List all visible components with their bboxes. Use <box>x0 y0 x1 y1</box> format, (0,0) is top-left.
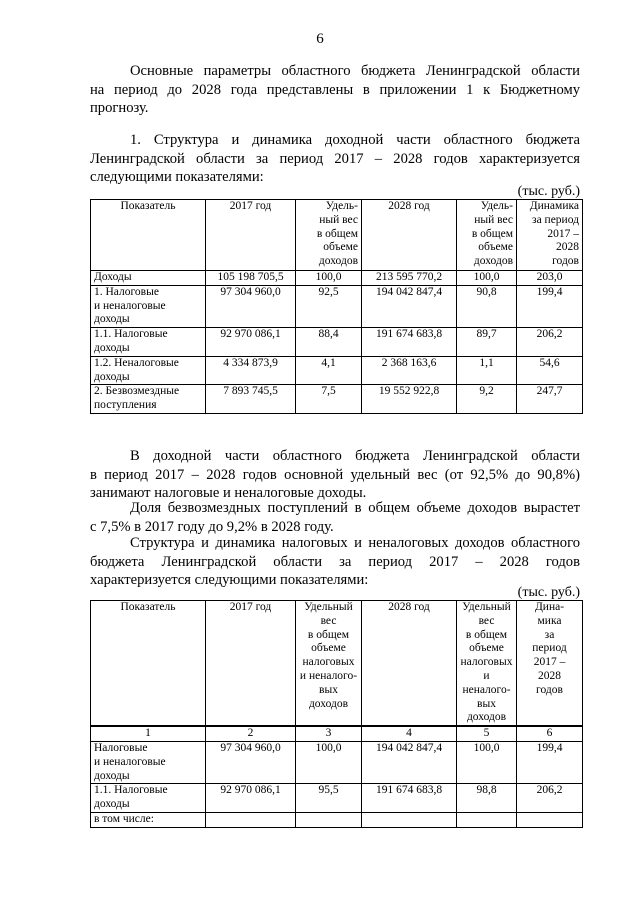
table1-header-dynamics: Динамика за период 2017 – 2028 годов <box>517 200 583 271</box>
table1-header-row <box>91 200 583 271</box>
para4-line-2: бюджета Ленинградской области за период 2017 – 2028 годов <box>90 553 580 570</box>
table2-column-number: 3 <box>296 726 362 741</box>
table2-cell-label: в том числе: <box>91 812 206 827</box>
intro-line-2: на период до 2028 года представлены в приложении 1 к Бюджетному <box>90 81 580 98</box>
table1-cell-dyn: 247,7 <box>517 385 583 414</box>
table1-cell-label: Доходы <box>91 271 206 286</box>
table2-row <box>91 741 583 783</box>
table1-cell-share2028: 1,1 <box>457 356 517 385</box>
table1-cell-v2017: 4 334 873,9 <box>206 356 296 385</box>
table2-cell-v2028 <box>362 812 457 827</box>
revenue-structure-table <box>90 199 583 414</box>
page-number: 6 <box>316 31 324 47</box>
table2-row <box>91 784 583 813</box>
section1-line-1: 1. Структура и динамика доходной части областного бюджета <box>130 132 580 148</box>
table2-header-2028: 2028 год <box>362 601 457 727</box>
section1-line-2: Ленинградской области за период 2017 – 2028 годов характеризуется <box>90 150 580 167</box>
table2-header-dynamics: Дина- мика за период 2017 – 2028 годов <box>517 601 583 727</box>
table1-header-indicator: Показатель <box>91 200 206 271</box>
para3-line-1: Доля безвозмездных поступлений в общем объеме доходов вырастет <box>130 500 580 516</box>
table2-cell-share2028 <box>457 812 517 827</box>
table2-cell-dyn: 199,4 <box>517 741 583 783</box>
table1-cell-v2028: 194 042 847,4 <box>362 285 457 327</box>
table1-cell-v2017: 105 198 705,5 <box>206 271 296 286</box>
table1-cell-share2017: 7,5 <box>296 385 362 414</box>
table1-cell-v2017: 92 970 086,1 <box>206 328 296 357</box>
table1-cell-v2017: 97 304 960,0 <box>206 285 296 327</box>
intro-line-1: Основные параметры областного бюджета Ленинградской области <box>130 63 580 79</box>
table2-column-number: 1 <box>91 726 206 741</box>
table1-header-share-2028: Удель- ный вес в общем объеме доходов <box>457 200 517 271</box>
para2-line-1: В доходной части областного бюджета Ленинградской области <box>130 448 580 464</box>
table2-header-row <box>91 601 583 727</box>
table1-cell-v2017: 7 893 745,5 <box>206 385 296 414</box>
table1-units: (тыс. руб.) <box>517 184 580 199</box>
table2-cell-share2017 <box>296 812 362 827</box>
table1-row <box>91 385 583 414</box>
table2-cell-v2017: 92 970 086,1 <box>206 784 296 813</box>
table1-row <box>91 285 583 327</box>
table2-cell-v2028: 194 042 847,4 <box>362 741 457 783</box>
table1-cell-share2028: 90,8 <box>457 285 517 327</box>
table2-cell-share2017: 100,0 <box>296 741 362 783</box>
table2-cell-label: 1.1. Налоговые доходы <box>91 784 206 813</box>
intro-line-3: прогнозу. <box>90 100 149 116</box>
table1-cell-dyn: 54,6 <box>517 356 583 385</box>
table1-header-2017: 2017 год <box>206 200 296 271</box>
table1-cell-share2017: 92,5 <box>296 285 362 327</box>
intro-paragraph <box>90 62 580 118</box>
table1-cell-share2017: 100,0 <box>296 271 362 286</box>
table1-cell-v2028: 2 368 163,6 <box>362 356 457 385</box>
section1-line-3: следующими показателями: <box>90 169 264 185</box>
table2-cell-share2028: 100,0 <box>457 741 517 783</box>
table1-cell-label: 1.1. Налоговые доходы <box>91 328 206 357</box>
table2-cell-share2017: 95,5 <box>296 784 362 813</box>
table2-column-number: 5 <box>457 726 517 741</box>
table1-header-share-2017: Удель- ный вес в общем объеме доходов <box>296 200 362 271</box>
table2-column-number: 6 <box>517 726 583 741</box>
table2-units: (тыс. руб.) <box>517 585 580 600</box>
table1-cell-v2028: 213 595 770,2 <box>362 271 457 286</box>
table1-cell-dyn: 203,0 <box>517 271 583 286</box>
table2-cell-dyn <box>517 812 583 827</box>
para4-line-1: Структура и динамика налоговых и неналоговых доходов областного <box>130 535 580 551</box>
table2-column-number: 2 <box>206 726 296 741</box>
section1-paragraph <box>90 131 580 187</box>
table2-cell-dyn: 206,2 <box>517 784 583 813</box>
table2-cell-v2017 <box>206 812 296 827</box>
table1-cell-label: 1. Налоговые и неналоговые доходы <box>91 285 206 327</box>
table2-header-2017: 2017 год <box>206 601 296 727</box>
table2-cell-label: Налоговые и неналоговые доходы <box>91 741 206 783</box>
table1-cell-dyn: 206,2 <box>517 328 583 357</box>
table2-column-number-row <box>91 726 583 741</box>
para4 <box>90 534 580 590</box>
table1-cell-label: 2. Безвозмездные поступления <box>91 385 206 414</box>
table2-header-indicator: Показатель <box>91 601 206 727</box>
table2-cell-share2028: 98,8 <box>457 784 517 813</box>
table1-header-2028: 2028 год <box>362 200 457 271</box>
para2 <box>90 447 580 503</box>
table2-header-share-2028: Удельный вес в общем объеме налоговых и неналого- вых доходов <box>457 601 517 727</box>
table1-cell-share2028: 9,2 <box>457 385 517 414</box>
table1-cell-v2028: 19 552 922,8 <box>362 385 457 414</box>
para2-line-2: в период 2017 – 2028 годов основной удельный вес (от 92,5% до 90,8%) <box>90 466 580 483</box>
table2-header-share-2017: Удельный вес в общем объеме налоговых и неналого- вых доходов <box>296 601 362 727</box>
table1-cell-share2028: 89,7 <box>457 328 517 357</box>
table1-cell-v2028: 191 674 683,8 <box>362 328 457 357</box>
table1-row <box>91 356 583 385</box>
table1-cell-label: 1.2. Неналоговые доходы <box>91 356 206 385</box>
table1-row <box>91 328 583 357</box>
para3-line-2: с 7,5% в 2017 году до 9,2% в 2028 году. <box>90 518 334 535</box>
table1-row <box>91 271 583 286</box>
table2-row <box>91 812 583 827</box>
table1-cell-share2017: 88,4 <box>296 328 362 357</box>
table2-cell-v2017: 97 304 960,0 <box>206 741 296 783</box>
para2-line-3: занимают налоговые и неналоговые доходы. <box>90 485 367 501</box>
tax-revenue-structure-table <box>90 600 583 828</box>
table1-cell-dyn: 199,4 <box>517 285 583 327</box>
para4-line-3: характеризуется следующими показателями: <box>90 572 369 588</box>
para3 <box>90 499 580 536</box>
table2-cell-v2028: 191 674 683,8 <box>362 784 457 813</box>
table2-column-number: 4 <box>362 726 457 741</box>
table1-cell-share2028: 100,0 <box>457 271 517 286</box>
table1-cell-share2017: 4,1 <box>296 356 362 385</box>
